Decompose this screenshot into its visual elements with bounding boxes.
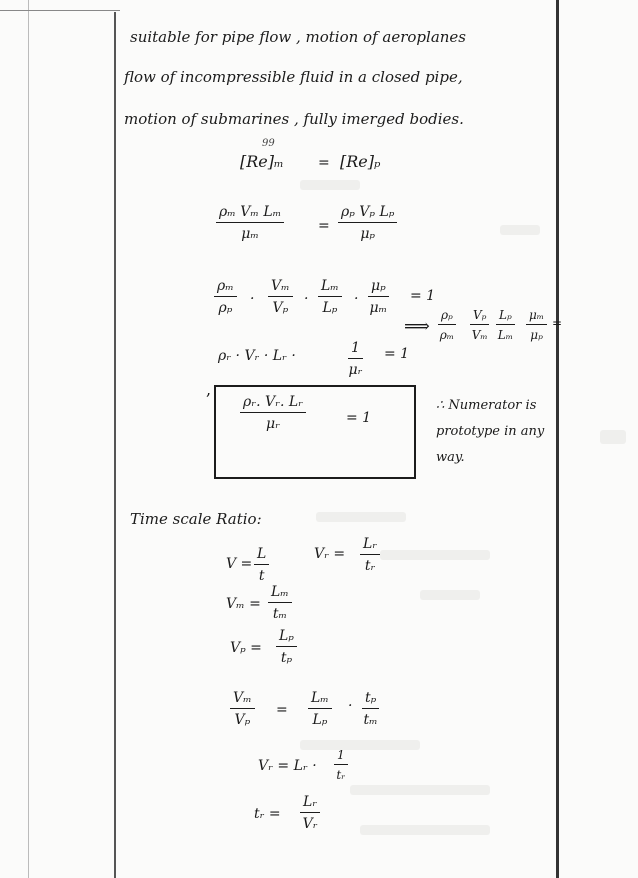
numerator: tₚ — [362, 690, 379, 709]
numerator: Lₘ — [308, 690, 332, 709]
numerator: ρᵣ. Vᵣ. Lᵣ — [240, 394, 306, 413]
page-edge-line — [28, 0, 29, 878]
small-annotation: 99 — [262, 138, 275, 149]
implies-arrow-icon: ⟹ — [404, 316, 430, 337]
fraction-lm-over-lp — [308, 690, 332, 728]
numerator: Lₚ — [496, 308, 515, 325]
fraction-lp-over-tp — [276, 628, 297, 666]
re-prototype: [Re]ₚ — [340, 152, 381, 171]
denominator: μₚ — [530, 328, 543, 342]
fraction-viscosity-inverse — [526, 308, 547, 342]
numerator: 1 — [348, 340, 363, 359]
velocity-definition: V = — [226, 556, 253, 572]
text-line-3: motion of submarines , fully imerged bodies. — [124, 110, 464, 128]
fraction-viscosity — [368, 278, 389, 316]
top-ruled-line — [0, 10, 120, 11]
numerator: Vₘ — [230, 690, 255, 709]
denominator: tₘ — [363, 712, 378, 728]
dot-operator: · — [304, 291, 309, 307]
denominator: μᵣ — [348, 362, 363, 378]
numerator: ρₚ — [438, 308, 456, 325]
right-margin-line — [556, 0, 559, 878]
fraction-model — [216, 204, 284, 242]
numerator: Vₚ — [470, 308, 489, 325]
fraction-lm-over-tm — [268, 584, 292, 622]
numerator: μₚ — [368, 278, 389, 297]
fraction-density-inverse — [438, 308, 456, 342]
note-line: prototype in any — [436, 424, 545, 439]
re-model: [Re]ₘ — [240, 152, 284, 171]
denominator: Vᵣ — [302, 816, 318, 832]
numerator: Lₘ — [318, 278, 342, 297]
model-velocity: Vₘ = — [226, 596, 261, 612]
show-through-mark — [360, 825, 490, 835]
show-through-mark — [420, 590, 480, 600]
fraction-prototype — [338, 204, 397, 242]
velocity-ratio-definition: Vᵣ = — [314, 546, 346, 562]
left-margin-line — [114, 12, 116, 878]
denominator: μₘ — [369, 300, 388, 316]
denominator: tᵣ — [336, 768, 346, 782]
text-line-1: suitable for pipe flow , motion of aeroplanes — [130, 28, 467, 46]
prototype-velocity: Vₚ = — [230, 640, 262, 656]
fraction-velocity-inverse — [470, 308, 489, 342]
note-line: way. — [436, 450, 465, 465]
denominator: tₘ — [272, 606, 288, 622]
numerator: Vₘ — [268, 278, 293, 297]
show-through-mark — [300, 180, 360, 190]
denominator: Vₚ — [234, 712, 251, 728]
fraction-tp-over-tm — [362, 690, 379, 728]
denominator: ρₚ — [218, 300, 233, 316]
equation-rhs: = 1 — [346, 410, 372, 426]
show-through-mark — [600, 430, 626, 444]
show-through-mark — [380, 550, 490, 560]
equals-sign: = — [318, 155, 330, 171]
show-through-mark — [350, 785, 490, 795]
denominator: Lₚ — [312, 712, 328, 728]
equation-rhs: = — [552, 316, 563, 330]
show-through-mark — [300, 740, 420, 750]
equals-sign: = — [276, 702, 288, 718]
dot-operator: · — [354, 291, 359, 307]
dot-operator: · — [250, 291, 255, 307]
tick-mark: , — [206, 380, 212, 399]
ratio-product: ρᵣ · Vᵣ · Lᵣ · — [218, 348, 296, 364]
text-line-2: flow of incompressible fluid in a closed pipe, — [124, 68, 463, 86]
fraction-density — [214, 278, 237, 316]
denominator: μₘ — [241, 226, 259, 242]
numerator: Lᵣ — [360, 536, 380, 555]
fraction-boxed — [240, 394, 306, 432]
denominator: Lₘ — [497, 328, 514, 342]
side-note — [436, 393, 544, 471]
fraction-viscosity-ratio — [348, 340, 363, 378]
velocity-ratio-relation: Vᵣ = Lᵣ · — [258, 758, 317, 774]
denominator: tₚ — [280, 650, 293, 666]
numerator: 1 — [334, 748, 348, 765]
equation-rhs: = 1 — [384, 346, 410, 362]
numerator: μₘ — [526, 308, 547, 325]
numerator: L — [254, 546, 269, 565]
denominator: Vₚ — [272, 300, 289, 316]
fraction-length-inverse — [496, 308, 515, 342]
show-through-mark — [500, 225, 540, 235]
section-heading: Time scale Ratio: — [130, 510, 262, 528]
dot-operator: · — [348, 698, 353, 714]
numerator: ρₘ — [214, 278, 237, 297]
numerator: Lₘ — [268, 584, 292, 603]
denominator: Vₘ — [471, 328, 488, 342]
time-ratio-result: tᵣ = — [254, 806, 281, 822]
denominator: Lₚ — [322, 300, 338, 316]
note-line: ∴ Numerator is — [436, 398, 537, 413]
fraction-length — [318, 278, 342, 316]
numerator: ρₚ Vₚ Lₚ — [338, 204, 397, 223]
fraction-vm-over-vp — [230, 690, 255, 728]
equation-rhs: = 1 — [410, 288, 436, 304]
numerator: ρₘ Vₘ Lₘ — [216, 204, 284, 223]
denominator: μₚ — [360, 226, 376, 242]
numerator: Lₚ — [276, 628, 297, 647]
fraction-lr-over-vr — [300, 794, 320, 832]
fraction-one-over-tr — [334, 748, 348, 782]
denominator: ρₘ — [439, 328, 455, 342]
fraction-velocity — [268, 278, 293, 316]
denominator: t — [258, 568, 265, 584]
denominator: tᵣ — [364, 558, 376, 574]
fraction-lr-over-tr — [360, 536, 380, 574]
numerator: Lᵣ — [300, 794, 320, 813]
denominator: μᵣ — [266, 416, 280, 432]
fraction-l-over-t — [254, 546, 269, 584]
equals-sign: = — [318, 218, 330, 234]
show-through-mark — [316, 512, 406, 522]
